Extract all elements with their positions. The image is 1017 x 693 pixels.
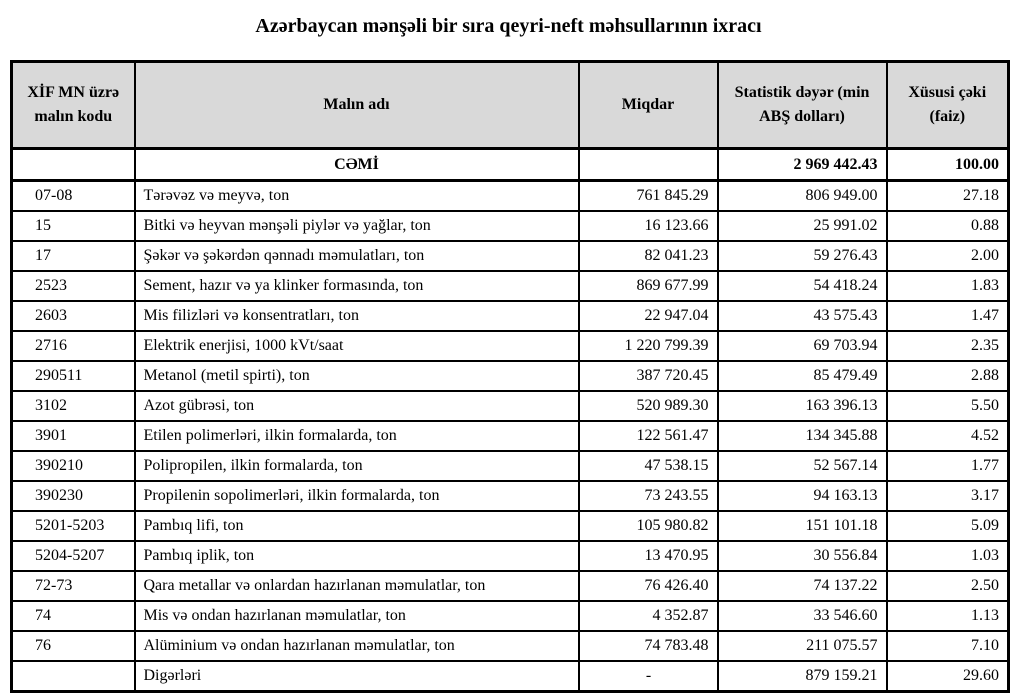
row-product-code: 390210	[12, 451, 135, 481]
row-quantity: 869 677.99	[579, 271, 718, 301]
total-row	[12, 149, 1009, 181]
row-quantity: 520 989.30	[579, 391, 718, 421]
row-share: 0.88	[887, 211, 1009, 241]
row-product-code: 3102	[12, 391, 135, 421]
row-share: 7.10	[887, 631, 1009, 661]
row-product-code: 07-08	[12, 181, 135, 212]
row-product-code: 72-73	[12, 571, 135, 601]
row-product-code: 3901	[12, 421, 135, 451]
row-statistical-value: 52 567.14	[718, 451, 887, 481]
row-product-code: 2603	[12, 301, 135, 331]
row-quantity: 761 845.29	[579, 181, 718, 212]
row-statistical-value: 54 418.24	[718, 271, 887, 301]
row-product-name: Propilenin sopolimerləri, ilkin formalarda, ton	[135, 481, 579, 511]
table-row	[12, 271, 1009, 301]
table-row	[12, 631, 1009, 661]
row-share: 2.35	[887, 331, 1009, 361]
row-share: 1.13	[887, 601, 1009, 631]
row-statistical-value: 30 556.84	[718, 541, 887, 571]
row-statistical-value: 211 075.57	[718, 631, 887, 661]
row-quantity: 73 243.55	[579, 481, 718, 511]
table-row	[12, 451, 1009, 481]
row-quantity: 82 041.23	[579, 241, 718, 271]
row-statistical-value: 94 163.13	[718, 481, 887, 511]
total-label: CƏMİ	[135, 149, 579, 181]
table-row	[12, 181, 1009, 212]
row-product-name: Etilen polimerləri, ilkin formalarda, ton	[135, 421, 579, 451]
row-quantity: 4 352.87	[579, 601, 718, 631]
page-title: Azərbaycan mənşəli bir sıra qeyri-neft məhsullarının ixracı	[255, 15, 762, 37]
row-quantity: 47 538.15	[579, 451, 718, 481]
header-share: Xüsusi çəki (faiz)	[887, 62, 1009, 149]
table-body	[12, 149, 1009, 692]
row-product-code: 5204-5207	[12, 541, 135, 571]
table-row	[12, 661, 1009, 692]
total-statistical-value: 2 969 442.43	[718, 149, 887, 181]
table-row	[12, 301, 1009, 331]
row-share: 5.09	[887, 511, 1009, 541]
row-statistical-value: 879 159.21	[718, 661, 887, 692]
row-product-name: Sement, hazır və ya klinker formasında, ton	[135, 271, 579, 301]
row-share: 1.83	[887, 271, 1009, 301]
row-product-code: 5201-5203	[12, 511, 135, 541]
row-product-code: 390230	[12, 481, 135, 511]
row-product-name: Mis və ondan hazırlanan məmulatlar, ton	[135, 601, 579, 631]
row-product-code	[12, 661, 135, 692]
row-product-name: Tərəvəz və meyvə, ton	[135, 181, 579, 212]
row-statistical-value: 33 546.60	[718, 601, 887, 631]
table-row	[12, 541, 1009, 571]
row-share: 2.50	[887, 571, 1009, 601]
row-product-name: Qara metallar və onlardan hazırlanan məmulatlar, ton	[135, 571, 579, 601]
row-quantity: 122 561.47	[579, 421, 718, 451]
table-header-row	[12, 62, 1009, 149]
row-share: 2.00	[887, 241, 1009, 271]
total-code-cell	[12, 149, 135, 181]
row-quantity: 387 720.45	[579, 361, 718, 391]
row-product-name: Azot gübrəsi, ton	[135, 391, 579, 421]
row-product-name: Digərləri	[135, 661, 579, 692]
total-share: 100.00	[887, 149, 1009, 181]
table-row	[12, 331, 1009, 361]
row-statistical-value: 134 345.88	[718, 421, 887, 451]
table-row	[12, 361, 1009, 391]
row-share: 27.18	[887, 181, 1009, 212]
row-quantity: 74 783.48	[579, 631, 718, 661]
row-share: 1.47	[887, 301, 1009, 331]
total-quantity	[579, 149, 718, 181]
row-product-name: Pambıq iplik, ton	[135, 541, 579, 571]
row-product-name: Alüminium və ondan hazırlanan məmulatlar, ton	[135, 631, 579, 661]
row-quantity: 105 980.82	[579, 511, 718, 541]
table-row	[12, 421, 1009, 451]
row-share: 2.88	[887, 361, 1009, 391]
row-share: 1.77	[887, 451, 1009, 481]
row-product-code: 74	[12, 601, 135, 631]
row-share: 4.52	[887, 421, 1009, 451]
row-statistical-value: 85 479.49	[718, 361, 887, 391]
table-row	[12, 481, 1009, 511]
row-statistical-value: 43 575.43	[718, 301, 887, 331]
table-row	[12, 601, 1009, 631]
row-product-name: Elektrik enerjisi, 1000 kVt/saat	[135, 331, 579, 361]
row-statistical-value: 25 991.02	[718, 211, 887, 241]
table-row	[12, 511, 1009, 541]
row-statistical-value: 74 137.22	[718, 571, 887, 601]
row-share: 3.17	[887, 481, 1009, 511]
row-product-code: 290511	[12, 361, 135, 391]
row-product-name: Mis filizləri və konsentratları, ton	[135, 301, 579, 331]
row-quantity: -	[579, 661, 718, 692]
row-product-code: 2523	[12, 271, 135, 301]
header-quantity: Miqdar	[579, 62, 718, 149]
row-statistical-value: 806 949.00	[718, 181, 887, 212]
row-statistical-value: 163 396.13	[718, 391, 887, 421]
row-share: 5.50	[887, 391, 1009, 421]
row-quantity: 13 470.95	[579, 541, 718, 571]
row-product-name: Pambıq lifi, ton	[135, 511, 579, 541]
row-product-name: Metanol (metil spirti), ton	[135, 361, 579, 391]
table-row	[12, 391, 1009, 421]
row-statistical-value: 59 276.43	[718, 241, 887, 271]
row-quantity: 22 947.04	[579, 301, 718, 331]
table-row	[12, 211, 1009, 241]
table-row	[12, 241, 1009, 271]
row-statistical-value: 151 101.18	[718, 511, 887, 541]
row-share: 29.60	[887, 661, 1009, 692]
header-product-name: Malın adı	[135, 62, 579, 149]
row-product-code: 17	[12, 241, 135, 271]
header-statistical-value: Statistik dəyər (min ABŞ dolları)	[718, 62, 887, 149]
row-statistical-value: 69 703.94	[718, 331, 887, 361]
table-row	[12, 571, 1009, 601]
row-product-name: Şəkər və şəkərdən qənnadı məmulatları, ton	[135, 241, 579, 271]
header-product-code: XİF MN üzrə malın kodu	[12, 62, 135, 149]
row-quantity: 1 220 799.39	[579, 331, 718, 361]
row-quantity: 16 123.66	[579, 211, 718, 241]
row-quantity: 76 426.40	[579, 571, 718, 601]
row-product-code: 76	[12, 631, 135, 661]
row-product-code: 15	[12, 211, 135, 241]
row-product-code: 2716	[12, 331, 135, 361]
row-product-name: Polipropilen, ilkin formalarda, ton	[135, 451, 579, 481]
row-product-name: Bitki və heyvan mənşəli piylər və yağlar, ton	[135, 211, 579, 241]
export-table	[10, 60, 1010, 693]
row-share: 1.03	[887, 541, 1009, 571]
